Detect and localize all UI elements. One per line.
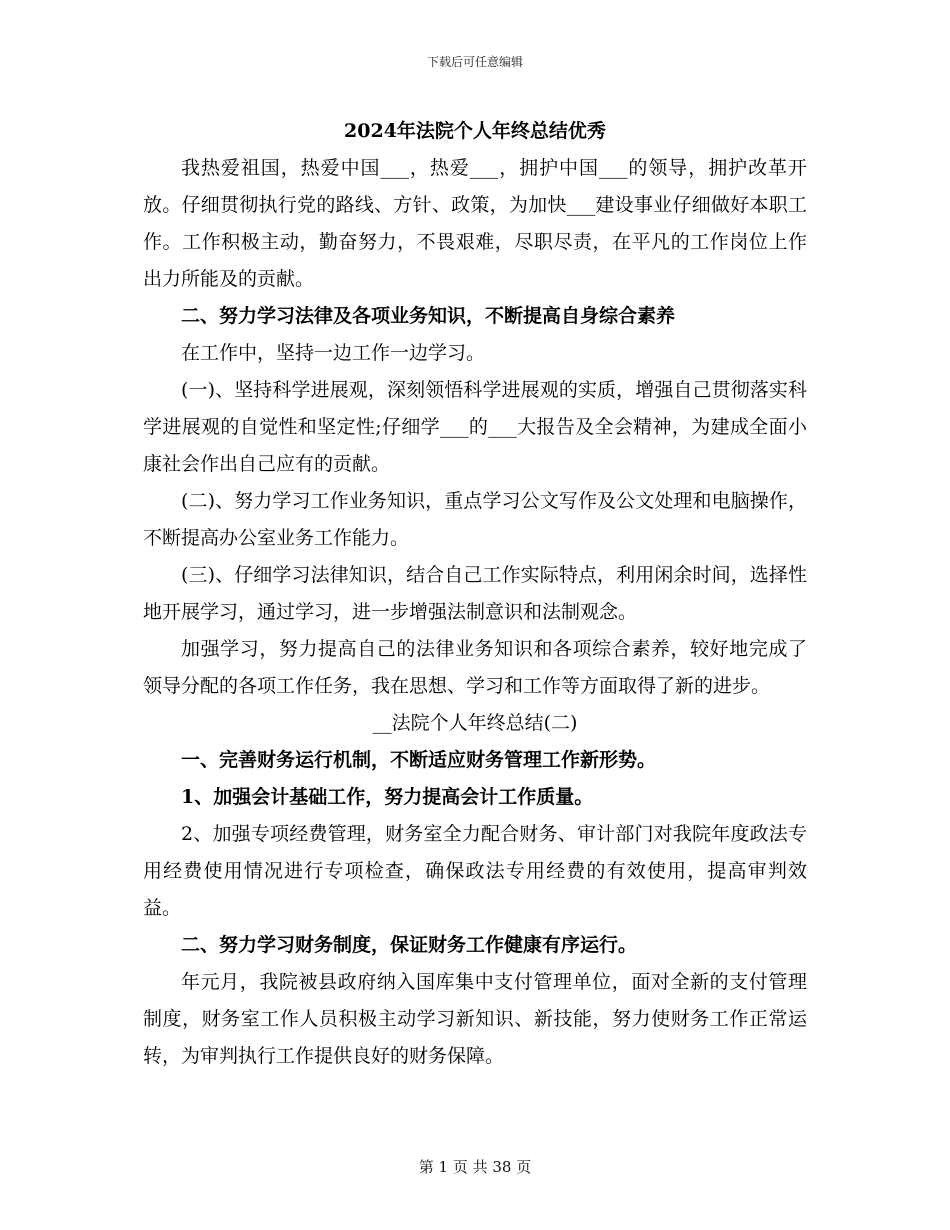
section-subtitle: __法院个人年终总结(二) (372, 712, 578, 734)
section-heading-finance-system: 二、努力学习财务制度，保证财务工作健康有序运行。 (181, 934, 638, 956)
paragraph-2: 在工作中，坚持一边工作一边学习。 (181, 342, 486, 364)
paragraph-8: 年元月，我院被县政府纳入国库集中支付管理单位，面对全新的支付管理制度，财务室工作人员积极主动学习新知识、新技能，努力使财务工作正常运转，为审判执行工作提供良好的财务保障。 (143, 971, 807, 1067)
paragraph-1: 我热爱祖国，热爱中国___，热爱___，拥护中国___的领导，拥护改革开放。仔细贯彻执行党的路线、方针、政策，为加快___建设事业仔细做好本职工作。工作积极主动，勤奋努力，不畏艰难，尽职尽责，在平凡的工作岗位上作出力所能及的贡献。 (143, 157, 807, 290)
document-title: 2024年法院个人年终总结优秀 (344, 120, 606, 142)
section-heading-accounting-basics: 1、加强会计基础工作，努力提高会计工作质量。 (181, 786, 594, 808)
paragraph-7: 2、加强专项经费管理，财务室全力配合财务、审计部门对我院年度政法专用经费使用情况进行专项检查，确保政法专用经费的有效使用，提高审判效益。 (143, 823, 807, 919)
paragraph-6: 加强学习，努力提高自己的法律业务知识和各项综合素养，较好地完成了领导分配的各项工作任务，我在思想、学习和工作等方面取得了新的进步。 (143, 638, 807, 697)
paragraph-5: (三)、仔细学习法律知识，结合自己工作实际特点，利用闲余时间，选择性地开展学习，通过学习，进一步增强法制意识和法制观念。 (143, 564, 807, 623)
paragraph-3: (一)、坚持科学进展观，深刻领悟科学进展观的实质，增强自己贯彻落实科学进展观的自觉性和坚定性;仔细学___的___大报告及全会精神，为建成全面小康社会作出自己应有的贡献。 (143, 379, 807, 475)
page-footer: 第 1 页 共 38 页 (418, 1158, 532, 1176)
header-note: 下载后可任意编辑 (426, 55, 523, 69)
section-heading-study-law: 二、努力学习法律及各项业务知识，不断提高自身综合素养 (181, 305, 676, 327)
paragraph-4: (二)、努力学习工作业务知识，重点学习公文写作及公文处理和电脑操作，不断提高办公室业务工作能力。 (143, 490, 807, 549)
section-heading-finance-mechanism: 一、完善财务运行机制，不断适应财务管理工作新形势。 (181, 749, 657, 771)
document-body (143, 113, 807, 1075)
